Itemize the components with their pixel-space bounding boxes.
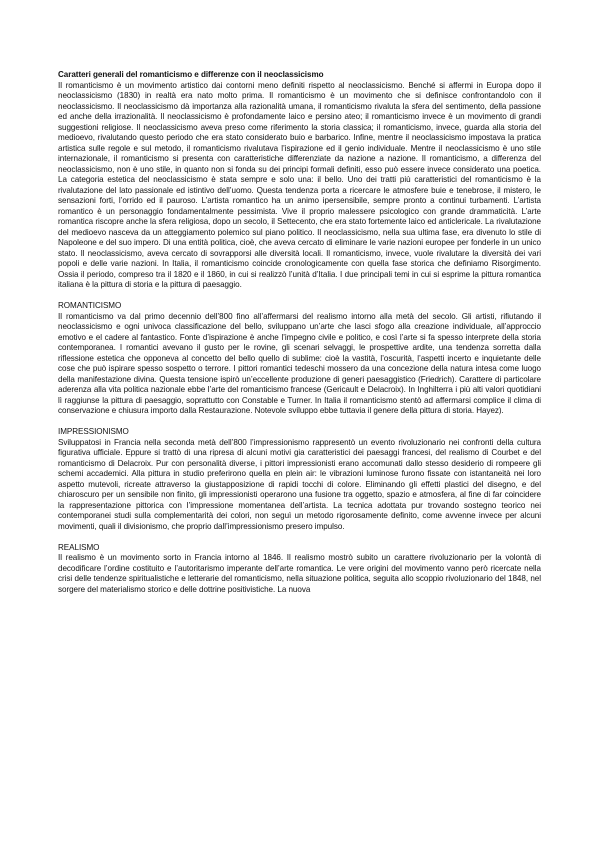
section-realismo: [58, 543, 541, 596]
document-title: Caratteri generali del romanticismo e differenze con il neoclassicismo: [58, 70, 324, 79]
section-heading: IMPRESSIONISMO: [58, 427, 129, 436]
section-paragraph: Il romanticismo va dal primo decennio dell’800 fino all’affermarsi del realismo intorno alla metà del secolo. Gli artisti, rifiutando il neoclassicismo e ogni univoca classificazione del bello, sviluppano un’arte che lasci sfogo alla creazione individuale, all’approccio emotivo e el cadere al fantastico. Fonte d’ispirazione è anche l’impegno civile e politico, e così l’arte si fa spesso interprete della storia contemporanea. I romantici avevano il gusto per le rovine, gli scenari selvaggi, le prospettive ardite, una tendenza sorretta dalla riflessione estetica che opponeva al concetto del bello quello di sublime: cioè la vastità, l’oscurità, l’aspetti incerto e inquietante delle cose che può ispirare spesso sospetto o terrore. I pittori romantici tedeschi mossero da una concezione della natura intesa come luogo della manifestazione divina. Questa tensione ispirò un’eccellente produzione di generi paesaggistico (Friedrich). Carattere di particolare aderenza alla vita politica nazionale ebbe l’arte del romanticismo francese (Gericault e Delacroix). In Inghilterra i più alti valori quotidiani lì raggiunse la pittura di paesaggio, soprattutto con Constable e Turner. In Italia il romanticismo stentò ad affermarsi complice il clima di conservazione e chiusura importo dalla Restaurazione. Notevole sviluppo ebbe tuttavia il genere della pittura di storia. Hayez).: [58, 311, 541, 415]
section-romanticismo: [58, 301, 541, 417]
document-page: [58, 70, 541, 595]
section-heading: ROMANTICISMO: [58, 301, 122, 310]
section-paragraph: Il realismo è un movimento sorto in Francia intorno al 1846. Il realismo mostrò subito un carattere rivoluzionario per la volontà di decodificare l’ordine costituito e l’autoritarismo imperante dell’arte romantica. Le vere origini del movimento vanno però ricercate nella crisi delle tendenze spiritualistiche e letterarie del romanticismo, nella situazione politica, seguita allo scoppio rivoluzionario del 1848, nel sorgere del materialismo storico e delle dottrine positivistiche. La nuova: [58, 553, 541, 594]
section-paragraph: Sviluppatosi in Francia nella seconda metà dell’800 l’impressionismo rappresentò un evento rivoluzionario nei confronti della cultura figurativa ufficiale. Eppure si trattò di una ripresa di alcuni motivi gia caratteristici dei paesaggi francesi, del realismo di Courbet e del romanticismo di Delacroix. Pur con personalità diverse, i pittori impressionisti erano accomunati dallo stesso desiderio di rompeere gli schemi accademici. Alla pittura in studio preferirono quella en plein air: le vibrazioni luminose furono fissate con istantaneità nei loro aspetto mutevoli, ricreate attraverso la giustapposizione di rapidi tocchi di colore. Eliminando gli effetti plastici del disegno, e del chiaroscuro per un sensibile non finito, gli impressionisti operarono una fusione tra oggetto, spazio e atmosfera, al fine di far coincidere la rappresentazione pittorica con l’impressione momentanea dell’artista. La tecnica adottata pur trovando sostegno teorico nei contemporanei studi sulla complementarità dei colori, non seguì un metodo rigorosamente definito, come avvenne invece per alcuni movimenti, quali il divisionismo, che proprio dall’impressionismo presero impulso.: [58, 437, 541, 531]
section-impressionismo: [58, 427, 541, 532]
intro-paragraph: Il romanticismo è un movimento artistico dai contorni meno definiti rispetto al neoclassicismo. Benché si affermi in Europa dopo il neoclassicismo (1830) in realtà era nato molto prima. Il romanticismo è un movimento che si definisce confrontandolo con il neoclassicismo. Il neoclassicismo dà importanza alla razionalità umana, il romanticismo rivaluta la sfera del sentimento, della passione ed anche della irrazionalità. Il neoclassicismo è profondamente laico e persino ateo; il romanticismo invece è un movimento di grandi suggestioni religiose. Il neoclassicismo aveva preso come riferimento la storia classica; il romanticismo, invece, guarda alla storia del medioevo, rivalutando questo periodo che era stato considerato buio e barbarico. Infine, mentre il neoclassicismo impostava la pratica artistica sulle regole e sul metodo, il romanticismo rivalutava l’ispirazione ed il genio individuale. Mentre il neoclassicismo è uno stile internazionale, il romanticismo si presenta con caratteristiche differenziate da nazione a nazione. Il romanticismo, a differenza del neoclassicismo, non è uno stile, in quanto non si fonda su dei principi formali definiti, esso può essere invece considerato una poetica. La categoria estetica del neoclassicismo è stata sempre e solo una: il bello. Uno dei tratti più caratteristici del romanticismo è la rivalutazione del lato passionale ed istintivo dell’uomo. Questa tendenza porta a ricercare le atmosfere buie e tenebrose, il mistero, le sensazioni forti, l’orrido ed il pauroso. L’artista romantico ha un animo ipersensibile, sempre pronto a continui turbamenti. L’artista romantico è un personaggio fondamentalmente pessimista. Vive il proprio malessere psicologico con grande drammaticità. L’arte romantica riscopre anche la sfera religiosa, dopo un secolo, il Settecento, che era stato fortemente laico ed anticlericale. La rivalutazione del medioevo nasceva da un atteggiamento polemico sul piano politico. Il neoclassicismo, nella sua ultima fase, era divenuto lo stile di Napoleone e del suo impero. Di una entità politica, cioè, che aveva cercato di eliminare le varie nazioni europee per fonderle in un unico stato. Il neoclassicismo, aveva cercato di sovrapporsi alle diversità locali. Il romanticismo, invece, vuole rivalutare la diversità dei vari popoli e delle varie nazioni. In Italia, il romanticismo coincide cronologicamente con quella fase storica che definiamo Risorgimento. Ossia il periodo, compreso tra il 1820 e il 1860, in cui si realizzò l’unità d’Italia. I due principali temi in cui si esprime la pittura romantica italiana è la pittura di storia e la pittura di paesaggio.: [58, 80, 541, 289]
section-heading: REALISMO: [58, 542, 100, 552]
